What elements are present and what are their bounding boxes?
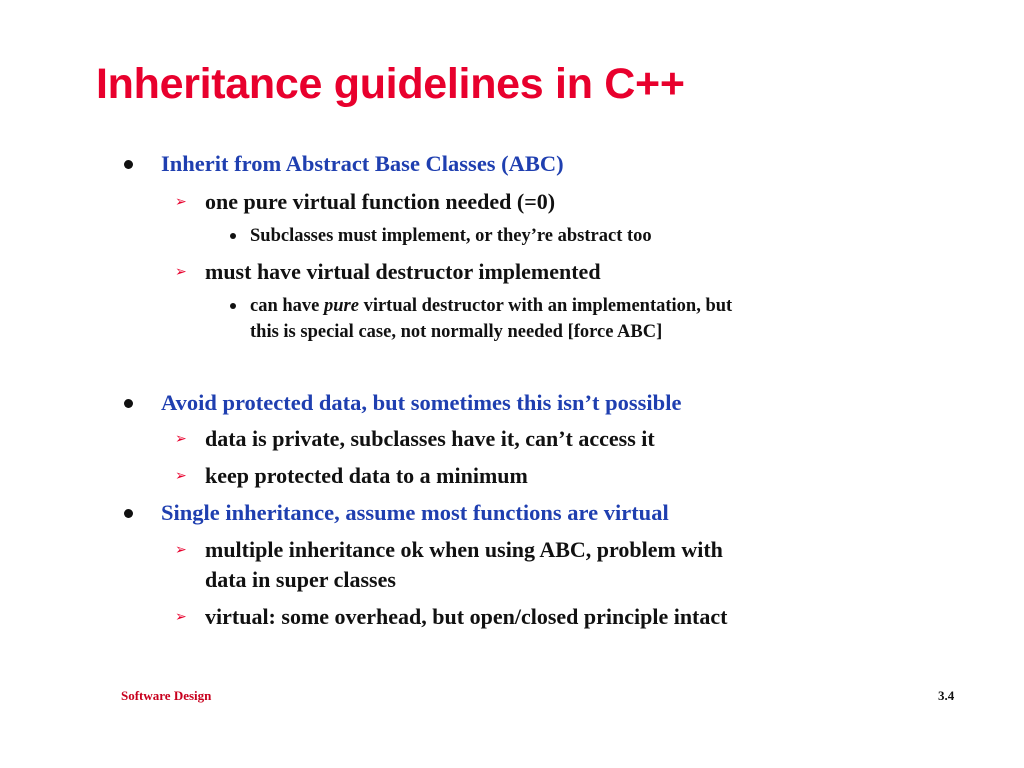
detail-pure-virtual-destructor [250, 296, 732, 317]
bullet-avoid-protected-data: Avoid protected data, but sometimes this isn’t possible [161, 390, 682, 415]
arrow-bullet-icon: ➢ [175, 194, 187, 210]
bullet-dot-icon [124, 399, 133, 408]
subpoint-keep-protected-data-minimum: keep protected data to a minimum [205, 463, 528, 488]
arrow-bullet-icon: ➢ [175, 431, 187, 447]
bullet-dot-icon [124, 160, 133, 169]
subpoint-data-is-private: data is private, subclasses have it, can’t access it [205, 426, 655, 451]
arrow-bullet-icon: ➢ [175, 264, 187, 280]
bullet-dot-icon [124, 509, 133, 518]
subpoint-pure-virtual-function: one pure virtual function needed (=0) [205, 189, 556, 214]
detail-pure-virtual-destructor-continuation: this is special case, not normally needed [force ABC] [250, 322, 663, 342]
footer-slide-number: 3.4 [938, 688, 955, 703]
subpoint-multiple-inheritance: multiple inheritance ok when using ABC, problem with [205, 537, 723, 562]
detail-subclasses-must-implement: Subclasses must implement, or they’re abstract too [250, 226, 652, 246]
arrow-bullet-icon: ➢ [175, 468, 187, 484]
arrow-bullet-icon: ➢ [175, 609, 187, 625]
detail-emphasis-pure: pure [324, 296, 359, 316]
small-bullet-icon [230, 233, 236, 239]
subpoint-virtual-overhead: virtual: some overhead, but open/closed principle intact [205, 604, 728, 629]
bullet-single-inheritance: Single inheritance, assume most functions are virtual [161, 500, 669, 525]
subpoint-virtual-destructor: must have virtual destructor implemented [205, 259, 601, 284]
detail-prefix: can have [250, 296, 324, 316]
footer-course-name: Software Design [121, 688, 212, 703]
arrow-bullet-icon: ➢ [175, 542, 187, 558]
detail-suffix: virtual destructor with an implementation, but [358, 296, 733, 316]
slide-title: Inheritance guidelines in C++ [96, 60, 685, 108]
subpoint-multiple-inheritance-continuation: data in super classes [205, 567, 396, 592]
bullet-abstract-base-classes: Inherit from Abstract Base Classes (ABC) [161, 151, 564, 176]
small-bullet-icon [230, 303, 236, 309]
